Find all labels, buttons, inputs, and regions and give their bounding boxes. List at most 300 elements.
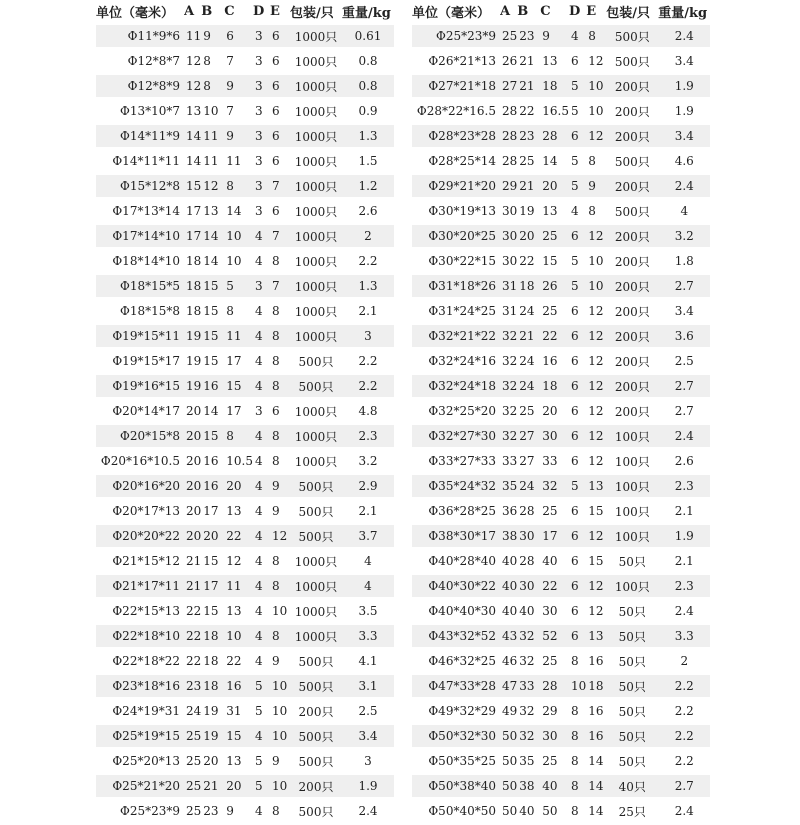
cell-d: 3 xyxy=(253,174,270,199)
cell-weight: 3 xyxy=(342,749,394,774)
cell-b: 21 xyxy=(517,174,540,199)
table-row xyxy=(412,724,710,749)
cell-a: 25 xyxy=(184,749,201,774)
cell-b: 24 xyxy=(517,374,540,399)
table-row xyxy=(96,574,394,599)
cell-package: 500只 xyxy=(290,674,342,699)
cell-c: 32 xyxy=(540,474,569,499)
cell-package: 500只 xyxy=(290,749,342,774)
cell-weight: 1.8 xyxy=(658,249,710,274)
cell-model: Φ19*15*11 xyxy=(96,324,184,349)
cell-model: Φ22*15*13 xyxy=(96,599,184,624)
cell-d: 4 xyxy=(253,474,270,499)
cell-package: 1000只 xyxy=(290,624,342,649)
cell-a: 15 xyxy=(184,174,201,199)
cell-package: 500只 xyxy=(290,374,342,399)
cell-e: 10 xyxy=(270,699,290,724)
cell-d: 6 xyxy=(569,549,586,574)
cell-b: 33 xyxy=(517,674,540,699)
cell-c: 9 xyxy=(540,24,569,49)
cell-a: 30 xyxy=(500,249,517,274)
cell-d: 3 xyxy=(253,99,270,124)
cell-d: 3 xyxy=(253,24,270,49)
cell-c: 22 xyxy=(224,649,253,674)
table-row xyxy=(412,474,710,499)
table-row xyxy=(412,749,710,774)
table-row xyxy=(96,649,394,674)
cell-a: 50 xyxy=(500,749,517,774)
cell-c: 11 xyxy=(224,324,253,349)
cell-d: 8 xyxy=(569,774,586,799)
cell-model: Φ20*16*10.5 xyxy=(96,449,184,474)
cell-c: 18 xyxy=(540,74,569,99)
cell-weight: 2.6 xyxy=(342,199,394,224)
cell-package: 200只 xyxy=(606,74,658,99)
cell-model: Φ27*21*18 xyxy=(412,74,500,99)
cell-b: 25 xyxy=(517,149,540,174)
cell-e: 8 xyxy=(270,349,290,374)
cell-a: 20 xyxy=(184,399,201,424)
header-package: 包装/只 xyxy=(606,0,658,24)
cell-package: 40只 xyxy=(606,774,658,799)
header-row xyxy=(412,0,710,24)
cell-package: 1000只 xyxy=(290,599,342,624)
cell-package: 200只 xyxy=(290,699,342,724)
cell-weight: 3.4 xyxy=(658,124,710,149)
cell-b: 32 xyxy=(517,724,540,749)
cell-c: 8 xyxy=(224,299,253,324)
table-row xyxy=(96,174,394,199)
cell-b: 21 xyxy=(201,774,224,799)
cell-model: Φ32*27*30 xyxy=(412,424,500,449)
cell-e: 8 xyxy=(586,199,606,224)
cell-model: Φ21*15*12 xyxy=(96,549,184,574)
cell-e: 10 xyxy=(270,674,290,699)
table-row xyxy=(412,249,710,274)
cell-e: 6 xyxy=(270,199,290,224)
cell-a: 36 xyxy=(500,499,517,524)
table-row xyxy=(96,449,394,474)
cell-model: Φ31*24*25 xyxy=(412,299,500,324)
table-row xyxy=(96,49,394,74)
cell-b: 21 xyxy=(517,49,540,74)
cell-weight: 2.2 xyxy=(342,249,394,274)
cell-package: 500只 xyxy=(290,649,342,674)
table-row xyxy=(412,199,710,224)
cell-e: 7 xyxy=(270,274,290,299)
cell-a: 12 xyxy=(184,74,201,99)
cell-weight: 2.3 xyxy=(658,574,710,599)
cell-a: 18 xyxy=(184,274,201,299)
cell-b: 35 xyxy=(517,749,540,774)
cell-c: 25 xyxy=(540,224,569,249)
cell-c: 13 xyxy=(224,749,253,774)
table-row xyxy=(412,299,710,324)
cell-e: 10 xyxy=(270,599,290,624)
cell-c: 15 xyxy=(224,374,253,399)
header-e: E xyxy=(270,0,290,24)
cell-a: 38 xyxy=(500,524,517,549)
cell-package: 1000只 xyxy=(290,224,342,249)
cell-a: 18 xyxy=(184,299,201,324)
cell-c: 20 xyxy=(224,774,253,799)
cell-d: 4 xyxy=(253,424,270,449)
cell-weight: 3.3 xyxy=(342,624,394,649)
cell-a: 20 xyxy=(184,524,201,549)
cell-b: 16 xyxy=(201,474,224,499)
cell-b: 24 xyxy=(517,474,540,499)
table-row xyxy=(96,24,394,49)
cell-b: 25 xyxy=(517,399,540,424)
cell-a: 25 xyxy=(184,774,201,799)
cell-c: 5 xyxy=(224,274,253,299)
cell-a: 50 xyxy=(500,774,517,799)
cell-package: 1000只 xyxy=(290,574,342,599)
cell-b: 9 xyxy=(201,24,224,49)
cell-e: 12 xyxy=(586,324,606,349)
cell-b: 10 xyxy=(201,99,224,124)
cell-e: 14 xyxy=(586,799,606,824)
cell-d: 5 xyxy=(253,674,270,699)
cell-a: 22 xyxy=(184,649,201,674)
table-row xyxy=(96,299,394,324)
cell-d: 4 xyxy=(569,199,586,224)
cell-e: 16 xyxy=(586,724,606,749)
cell-b: 19 xyxy=(517,199,540,224)
cell-a: 25 xyxy=(500,24,517,49)
cell-package: 50只 xyxy=(606,624,658,649)
cell-weight: 2.1 xyxy=(658,549,710,574)
cell-package: 200只 xyxy=(606,399,658,424)
cell-e: 6 xyxy=(270,74,290,99)
table-row xyxy=(412,74,710,99)
cell-e: 12 xyxy=(586,524,606,549)
cell-e: 13 xyxy=(586,624,606,649)
cell-d: 4 xyxy=(253,724,270,749)
cell-b: 40 xyxy=(517,599,540,624)
cell-a: 17 xyxy=(184,224,201,249)
cell-package: 500只 xyxy=(290,524,342,549)
cell-e: 8 xyxy=(586,149,606,174)
cell-a: 33 xyxy=(500,449,517,474)
cell-d: 3 xyxy=(253,399,270,424)
cell-b: 15 xyxy=(201,549,224,574)
cell-c: 13 xyxy=(224,499,253,524)
cell-c: 17 xyxy=(540,524,569,549)
cell-model: Φ19*15*17 xyxy=(96,349,184,374)
cell-c: 25 xyxy=(540,649,569,674)
cell-e: 8 xyxy=(270,549,290,574)
table-row xyxy=(412,99,710,124)
cell-a: 12 xyxy=(184,49,201,74)
cell-b: 15 xyxy=(201,599,224,624)
table-row xyxy=(412,574,710,599)
cell-model: Φ47*33*28 xyxy=(412,674,500,699)
table-row xyxy=(96,799,394,824)
cell-weight: 2.2 xyxy=(658,749,710,774)
cell-d: 5 xyxy=(253,699,270,724)
table-row xyxy=(412,674,710,699)
cell-d: 5 xyxy=(569,249,586,274)
spec-table-right xyxy=(412,0,710,825)
cell-a: 32 xyxy=(500,399,517,424)
table-row xyxy=(412,349,710,374)
cell-c: 18 xyxy=(540,374,569,399)
cell-e: 6 xyxy=(270,99,290,124)
cell-model: Φ50*32*30 xyxy=(412,724,500,749)
cell-e: 10 xyxy=(586,274,606,299)
cell-model: Φ32*21*22 xyxy=(412,324,500,349)
cell-a: 47 xyxy=(500,674,517,699)
cell-d: 6 xyxy=(569,524,586,549)
cell-weight: 2.4 xyxy=(658,599,710,624)
cell-model: Φ14*11*9 xyxy=(96,124,184,149)
cell-package: 1000只 xyxy=(290,249,342,274)
cell-a: 17 xyxy=(184,199,201,224)
cell-a: 22 xyxy=(184,624,201,649)
cell-package: 50只 xyxy=(606,724,658,749)
cell-a: 28 xyxy=(500,99,517,124)
cell-a: 32 xyxy=(500,424,517,449)
cell-weight: 1.5 xyxy=(342,149,394,174)
cell-b: 14 xyxy=(201,249,224,274)
header-unit: 单位（毫米） xyxy=(412,0,500,24)
header-b: B xyxy=(201,0,224,24)
cell-d: 6 xyxy=(569,624,586,649)
cell-a: 40 xyxy=(500,549,517,574)
cell-d: 8 xyxy=(569,724,586,749)
cell-model: Φ35*24*32 xyxy=(412,474,500,499)
table-row xyxy=(96,549,394,574)
cell-weight: 2.2 xyxy=(658,724,710,749)
cell-package: 1000只 xyxy=(290,174,342,199)
cell-a: 32 xyxy=(500,324,517,349)
cell-a: 27 xyxy=(500,74,517,99)
cell-e: 9 xyxy=(270,749,290,774)
cell-weight: 4.6 xyxy=(658,149,710,174)
header-b: B xyxy=(517,0,540,24)
cell-a: 24 xyxy=(184,699,201,724)
cell-model: Φ25*21*20 xyxy=(96,774,184,799)
cell-d: 4 xyxy=(253,349,270,374)
cell-weight: 1.3 xyxy=(342,274,394,299)
cell-weight: 0.61 xyxy=(342,24,394,49)
cell-d: 8 xyxy=(569,699,586,724)
cell-a: 49 xyxy=(500,699,517,724)
cell-b: 19 xyxy=(201,699,224,724)
cell-weight: 1.3 xyxy=(342,124,394,149)
cell-weight: 2.2 xyxy=(658,674,710,699)
cell-c: 33 xyxy=(540,449,569,474)
cell-package: 200只 xyxy=(606,374,658,399)
cell-c: 15 xyxy=(540,249,569,274)
cell-package: 1000只 xyxy=(290,74,342,99)
cell-d: 6 xyxy=(569,324,586,349)
cell-e: 6 xyxy=(270,399,290,424)
table-row xyxy=(96,199,394,224)
cell-c: 13 xyxy=(224,599,253,624)
cell-b: 22 xyxy=(517,99,540,124)
table-row xyxy=(412,24,710,49)
cell-c: 14 xyxy=(224,199,253,224)
cell-b: 38 xyxy=(517,774,540,799)
cell-weight: 1.9 xyxy=(658,99,710,124)
cell-b: 8 xyxy=(201,49,224,74)
cell-package: 200只 xyxy=(606,99,658,124)
cell-model: Φ18*14*10 xyxy=(96,249,184,274)
header-row xyxy=(96,0,394,24)
cell-weight: 3.3 xyxy=(658,624,710,649)
header-a: A xyxy=(184,0,201,24)
cell-b: 15 xyxy=(201,274,224,299)
cell-weight: 2.7 xyxy=(658,399,710,424)
cell-c: 22 xyxy=(540,324,569,349)
cell-b: 11 xyxy=(201,124,224,149)
cell-c: 52 xyxy=(540,624,569,649)
cell-e: 15 xyxy=(586,549,606,574)
cell-a: 32 xyxy=(500,349,517,374)
cell-e: 12 xyxy=(586,374,606,399)
table-row xyxy=(412,124,710,149)
cell-package: 500只 xyxy=(290,499,342,524)
cell-b: 20 xyxy=(201,524,224,549)
cell-d: 4 xyxy=(253,524,270,549)
cell-b: 20 xyxy=(517,224,540,249)
cell-d: 6 xyxy=(569,349,586,374)
cell-model: Φ43*32*52 xyxy=(412,624,500,649)
cell-c: 50 xyxy=(540,799,569,824)
cell-d: 6 xyxy=(569,574,586,599)
cell-a: 26 xyxy=(500,49,517,74)
cell-model: Φ40*40*30 xyxy=(412,599,500,624)
cell-d: 3 xyxy=(253,149,270,174)
cell-c: 16.5 xyxy=(540,99,569,124)
cell-weight: 2.4 xyxy=(658,24,710,49)
cell-a: 28 xyxy=(500,149,517,174)
cell-e: 6 xyxy=(270,49,290,74)
table-row xyxy=(412,49,710,74)
table-row xyxy=(412,149,710,174)
cell-c: 11 xyxy=(224,574,253,599)
table-row xyxy=(412,699,710,724)
table-row xyxy=(96,274,394,299)
cell-model: Φ18*15*5 xyxy=(96,274,184,299)
cell-e: 8 xyxy=(270,374,290,399)
cell-weight: 3 xyxy=(342,324,394,349)
cell-model: Φ33*27*33 xyxy=(412,449,500,474)
cell-e: 9 xyxy=(270,649,290,674)
cell-e: 8 xyxy=(270,324,290,349)
cell-model: Φ50*35*25 xyxy=(412,749,500,774)
cell-e: 8 xyxy=(270,299,290,324)
cell-model: Φ19*16*15 xyxy=(96,374,184,399)
cell-e: 10 xyxy=(270,774,290,799)
cell-package: 100只 xyxy=(606,449,658,474)
cell-weight: 3.2 xyxy=(658,224,710,249)
cell-model: Φ23*18*16 xyxy=(96,674,184,699)
cell-weight: 2.6 xyxy=(658,449,710,474)
cell-e: 12 xyxy=(586,399,606,424)
cell-package: 1000只 xyxy=(290,449,342,474)
cell-package: 50只 xyxy=(606,549,658,574)
cell-b: 12 xyxy=(201,174,224,199)
cell-model: Φ36*28*25 xyxy=(412,499,500,524)
cell-d: 6 xyxy=(569,599,586,624)
cell-d: 6 xyxy=(569,299,586,324)
cell-e: 12 xyxy=(586,224,606,249)
cell-d: 8 xyxy=(569,749,586,774)
cell-e: 12 xyxy=(586,124,606,149)
cell-e: 16 xyxy=(586,649,606,674)
cell-a: 50 xyxy=(500,799,517,824)
cell-d: 8 xyxy=(569,649,586,674)
cell-package: 200只 xyxy=(606,124,658,149)
cell-e: 14 xyxy=(586,749,606,774)
cell-d: 4 xyxy=(253,299,270,324)
cell-d: 4 xyxy=(253,624,270,649)
header-c: C xyxy=(540,0,569,24)
cell-a: 20 xyxy=(184,474,201,499)
cell-b: 18 xyxy=(201,649,224,674)
cell-e: 12 xyxy=(586,299,606,324)
cell-d: 6 xyxy=(569,224,586,249)
cell-a: 28 xyxy=(500,124,517,149)
cell-a: 21 xyxy=(184,574,201,599)
table-row xyxy=(412,774,710,799)
cell-weight: 2.7 xyxy=(658,274,710,299)
cell-b: 32 xyxy=(517,649,540,674)
cell-d: 6 xyxy=(569,449,586,474)
cell-e: 10 xyxy=(586,74,606,99)
cell-weight: 2 xyxy=(658,649,710,674)
cell-weight: 4 xyxy=(342,574,394,599)
cell-b: 15 xyxy=(201,349,224,374)
cell-weight: 4.8 xyxy=(342,399,394,424)
cell-a: 19 xyxy=(184,324,201,349)
cell-weight: 2.1 xyxy=(658,499,710,524)
cell-a: 13 xyxy=(184,99,201,124)
table-row xyxy=(96,674,394,699)
cell-package: 100只 xyxy=(606,524,658,549)
cell-c: 14 xyxy=(540,149,569,174)
cell-a: 31 xyxy=(500,299,517,324)
cell-package: 1000只 xyxy=(290,399,342,424)
cell-a: 19 xyxy=(184,374,201,399)
cell-e: 6 xyxy=(270,149,290,174)
table-row xyxy=(412,399,710,424)
table-row xyxy=(96,624,394,649)
table-row xyxy=(96,249,394,274)
cell-c: 28 xyxy=(540,674,569,699)
cell-model: Φ14*11*11 xyxy=(96,149,184,174)
cell-d: 5 xyxy=(569,274,586,299)
cell-model: Φ40*30*22 xyxy=(412,574,500,599)
cell-c: 11 xyxy=(224,149,253,174)
table-row xyxy=(412,224,710,249)
cell-model: Φ25*19*15 xyxy=(96,724,184,749)
cell-model: Φ49*32*29 xyxy=(412,699,500,724)
cell-model: Φ28*23*28 xyxy=(412,124,500,149)
cell-weight: 4 xyxy=(342,549,394,574)
cell-c: 8 xyxy=(224,424,253,449)
cell-e: 8 xyxy=(270,249,290,274)
table-row xyxy=(96,474,394,499)
cell-model: Φ25*20*13 xyxy=(96,749,184,774)
cell-c: 7 xyxy=(224,49,253,74)
cell-e: 8 xyxy=(270,574,290,599)
cell-package: 1000只 xyxy=(290,99,342,124)
cell-d: 4 xyxy=(253,249,270,274)
